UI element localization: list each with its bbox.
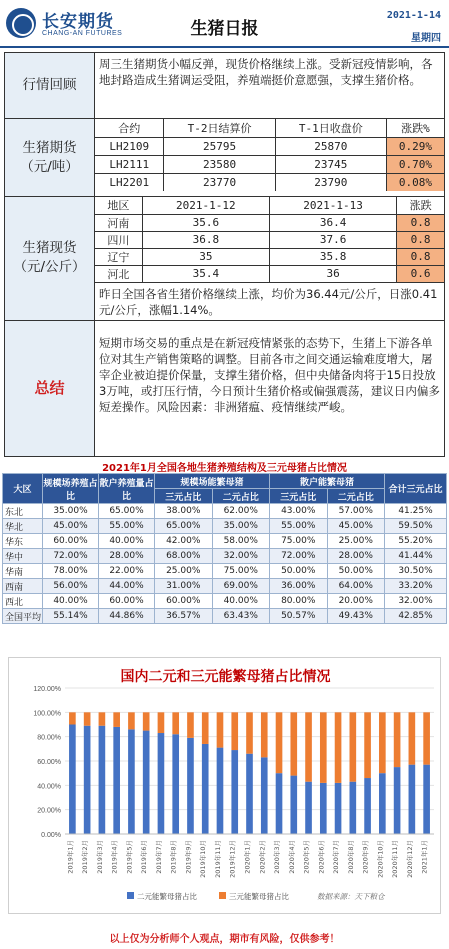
col-scale: 规模场养殖占比 [43,474,99,504]
region-name: 华东 [3,534,43,549]
x-tick-label: 2019年12月 [228,840,237,878]
bar-binary [423,765,430,834]
y-tick-label: 120.00% [33,686,61,693]
bar-binary [320,783,327,834]
x-tick-label: 2020年5月 [302,840,311,874]
spot-row [5,197,444,321]
region-name: 东北 [3,504,43,519]
bar-binary [231,750,238,834]
bar-ternary [305,712,312,781]
bar-ternary [187,712,194,738]
x-tick-label: 2019年6月 [140,840,149,874]
bar-ternary [364,712,371,778]
spot-cell: 0.8 [397,248,444,265]
y-tick-label: 100.00% [33,710,61,718]
spot-cell: 0.8 [397,231,444,248]
x-tick-label: 2019年3月 [95,840,104,874]
bar-binary [349,782,356,834]
region-value: 72.00% [43,549,99,564]
region-name: 西北 [3,594,43,609]
region-value: 41.44% [385,549,447,564]
bar-binary [128,729,135,834]
bar-ternary [394,712,401,767]
spot-cell: 河北 [95,265,142,282]
report-weekday: 星期四 [411,33,441,44]
spot-cell: 河南 [95,214,142,231]
region-value: 22.00% [99,564,155,579]
bar-ternary [290,712,297,775]
bar-binary [246,754,253,834]
region-value: 40.00% [43,594,99,609]
y-tick-label: 20.00% [37,807,61,815]
daily-report-table [4,52,445,457]
region-value: 59.50% [385,519,447,534]
spot-cell: 35 [142,248,269,265]
region-value: 64.00% [327,579,385,594]
region-value: 78.00% [43,564,99,579]
region-value: 42.00% [155,534,213,549]
bar-binary [187,738,194,834]
spot-header-cell: 涨跌 [397,197,444,214]
spot-cell: 0.6 [397,265,444,282]
region-value: 56.00% [43,579,99,594]
x-tick-label: 2020年7月 [332,840,341,874]
region-value: 45.00% [43,519,99,534]
region-value: 60.00% [99,594,155,609]
futures-label: 生猪期货（元/吨） [5,119,95,196]
spot-header-cell: 地区 [95,197,142,214]
region-value: 41.25% [385,504,447,519]
region-value: 31.00% [155,579,213,594]
x-tick-label: 2019年5月 [125,840,134,874]
futures-row [95,173,444,191]
region-value: 25.00% [327,534,385,549]
report-title: 生猪日报 [190,19,259,39]
region-value: 65.00% [99,504,155,519]
region-value: 36.57% [155,609,213,624]
region-value: 45.00% [327,519,385,534]
spot-cell: 37.6 [269,231,396,248]
y-tick-label: 60.00% [37,759,61,766]
futures-row [95,155,444,173]
region-value: 50.00% [327,564,385,579]
company-name-en: CHANG-AN FUTURES [42,30,123,37]
bar-binary [394,767,401,834]
region-value: 65.00% [155,519,213,534]
x-tick-label: 2019年7月 [154,840,163,874]
spot-cell: 辽宁 [95,248,142,265]
bar-binary [172,734,179,834]
region-value: 40.00% [99,534,155,549]
region-value: 25.00% [155,564,213,579]
region-value: 57.00% [327,504,385,519]
col-retail: 散户养殖量占比 [99,474,155,504]
region-value: 62.00% [212,504,270,519]
sub-scale-3: 二元占比 [212,489,270,504]
futures-cell: LH2109 [95,137,164,155]
bar-ternary [231,712,238,750]
bar-binary [69,725,76,835]
region-row [3,519,447,534]
futures-cell: 0.70% [386,155,444,173]
bar-binary [276,773,283,834]
spot-row [95,248,444,265]
bar-ternary [379,712,386,773]
futures-header-row [95,119,444,137]
region-value: 55.14% [43,609,99,624]
spot-header-row [95,197,444,214]
x-tick-label: 2020年4月 [287,840,296,874]
legend-swatch [219,892,226,899]
bar-binary [217,748,224,834]
x-tick-label: 2019年4月 [110,840,119,874]
x-tick-label: 2020年3月 [273,840,282,874]
region-value: 44.86% [99,609,155,624]
spot-table [95,197,444,283]
bar-binary [364,778,371,834]
x-tick-label: 2020年11月 [391,840,400,878]
region-value: 32.00% [212,549,270,564]
region-value: 30.50% [385,564,447,579]
futures-header-cell: T-2日结算价 [164,119,275,137]
x-tick-label: 2019年11月 [213,840,222,878]
spot-row [95,231,444,248]
region-value: 60.00% [155,594,213,609]
bar-ternary [172,712,179,734]
bar-binary [409,765,416,834]
col-region: 大区 [3,474,43,504]
legend-label: 二元能繁母猪占比 [137,892,197,901]
bar-ternary [143,712,150,730]
x-tick-label: 2020年8月 [346,840,355,874]
futures-row [5,119,444,197]
region-row [3,564,447,579]
disclaimer: 以上仅为分析师个人观点，期市有风险，仅供参考！ [109,934,340,945]
futures-row [95,137,444,155]
bar-binary [202,744,209,834]
spot-cell: 36.4 [269,214,396,231]
bar-binary [158,733,165,834]
summary-label: 总结 [5,321,95,456]
futures-cell: 25870 [275,137,386,155]
region-value: 42.85% [385,609,447,624]
chart-title: 国内二元和三元能繁母猪占比情况 [120,669,331,685]
x-tick-label: 2020年10月 [376,840,385,878]
region-row [3,609,447,624]
region-value: 72.00% [270,549,328,564]
chart-source: 数据来源：天下粮仓 [317,892,385,901]
spot-cell: 36 [269,265,396,282]
x-tick-label: 2020年12月 [405,840,414,878]
region-value: 50.57% [270,609,328,624]
spot-label: 生猪现货（元/公斤） [5,197,95,320]
region-value: 44.00% [99,579,155,594]
header-divider [0,46,449,48]
sub-retail-2: 三元占比 [270,489,328,504]
region-name: 华北 [3,519,43,534]
chart-panel [8,657,441,914]
spot-note: 昨日全国各省生猪价格继续上涨，均价为36.44元/公斤，日涨0.41元/公斤，涨幅1.14%。 [99,286,438,317]
bar-binary [261,757,268,834]
region-value: 43.00% [270,504,328,519]
spot-cell: 35.8 [269,248,396,265]
summary-text: 短期市场交易的重点是在新冠疫情紧张的态势下，生猪上下游各单位对其生产销售策略的调整。目前各市之间交通运输难度增大，屠宰企业被迫提价保量，支撑生猪价格，但中央储备肉将于15日投放3万吨，或打压行情，今日预计生猪价格或偏强震荡，建议日内偏多短差操作。风险因素：非洲猪瘟、疫情继续严峻。 [99,335,440,414]
bar-binary [305,782,312,834]
sub-retail-3: 二元占比 [327,489,385,504]
spot-header-cell: 2021-1-12 [142,197,269,214]
futures-cell: 25795 [164,137,275,155]
company-name: 长安期货 [42,12,114,32]
x-tick-label: 2019年1月 [66,840,75,874]
region-table-title: 2021年1月全国各地生猪养殖结构及三元母猪占比情况 [102,463,347,474]
bar-binary [143,731,150,834]
futures-header-cell: 涨跌% [386,119,444,137]
region-value: 69.00% [212,579,270,594]
region-value: 55.20% [385,534,447,549]
bar-ternary [320,712,327,783]
region-name: 西南 [3,579,43,594]
bar-ternary [113,712,120,727]
x-tick-label: 2019年10月 [199,840,208,878]
futures-header-cell: T-1日收盘价 [275,119,386,137]
x-tick-label: 2019年2月 [81,840,90,874]
spot-cell: 0.8 [397,214,444,231]
bar-ternary [423,712,430,764]
x-tick-label: 2019年9月 [184,840,193,874]
spot-cell: 35.4 [142,265,269,282]
x-tick-label: 2020年1月 [243,840,252,874]
y-tick-label: 80.00% [37,734,61,742]
region-value: 68.00% [155,549,213,564]
bar-binary [84,726,91,834]
bar-ternary [349,712,356,781]
futures-cell: 0.08% [386,173,444,191]
report-header [0,0,449,50]
region-value: 50.00% [270,564,328,579]
region-value: 35.00% [43,504,99,519]
futures-cell: 23745 [275,155,386,173]
region-value: 35.00% [212,519,270,534]
region-row [3,594,447,609]
bar-binary [290,776,297,834]
bar-ternary [217,712,224,747]
region-value: 49.43% [327,609,385,624]
region-value: 36.00% [270,579,328,594]
bar-binary [335,783,342,834]
spot-header-cell: 2021-1-13 [269,197,396,214]
sow-ratio-chart [9,658,442,915]
x-tick-label: 2021年1月 [420,840,429,874]
sub-scale-2: 三元占比 [155,489,213,504]
bar-ternary [246,712,253,753]
legend-label: 三元能繁母猪占比 [229,892,289,901]
spot-cell: 35.6 [142,214,269,231]
bar-ternary [69,712,76,724]
col-scale-sow: 规模场能繁母猪 [155,474,270,489]
bar-binary [99,726,106,834]
futures-cell: 23770 [164,173,275,191]
futures-table [95,119,444,191]
region-value: 28.00% [327,549,385,564]
region-value: 55.00% [99,519,155,534]
bar-ternary [261,712,268,757]
spot-cell: 36.8 [142,231,269,248]
region-value: 63.43% [212,609,270,624]
futures-cell: 0.29% [386,137,444,155]
x-tick-label: 2019年8月 [169,840,178,874]
x-tick-label: 2020年9月 [361,840,370,874]
bar-ternary [128,712,135,729]
bar-ternary [202,712,209,744]
region-value: 33.20% [385,579,447,594]
report-date: 2021-1-14 [386,10,441,21]
region-value: 58.00% [212,534,270,549]
bar-ternary [409,712,416,764]
region-value: 28.00% [99,549,155,564]
futures-cell: LH2111 [95,155,164,173]
market-review-label: 行情回顾 [5,53,95,118]
region-row [3,579,447,594]
bar-ternary [276,712,283,773]
futures-header-cell: 合约 [95,119,164,137]
region-name: 华南 [3,564,43,579]
spot-row [95,265,444,282]
market-review-row [5,53,444,119]
spot-row [95,214,444,231]
bar-ternary [158,712,165,733]
region-value: 55.00% [270,519,328,534]
x-tick-label: 2020年2月 [258,840,267,874]
region-header-row [3,474,447,489]
bar-binary [379,773,386,834]
region-name: 全国平均 [3,609,43,624]
region-value: 32.00% [385,594,447,609]
legend-swatch [127,892,134,899]
col-retail-sow: 散户能繁母猪 [270,474,385,489]
region-structure-table [2,473,447,624]
bar-ternary [99,712,106,725]
region-row [3,549,447,564]
spot-cell: 四川 [95,231,142,248]
region-row [3,504,447,519]
region-name: 华中 [3,549,43,564]
region-value: 75.00% [270,534,328,549]
bar-binary [113,727,120,834]
col-total: 合计三元占比 [385,474,447,504]
region-value: 75.00% [212,564,270,579]
futures-cell: 23580 [164,155,275,173]
y-tick-label: 0.00% [41,832,61,839]
region-value: 38.00% [155,504,213,519]
futures-cell: 23790 [275,173,386,191]
region-value: 40.00% [212,594,270,609]
summary-row [5,321,444,456]
region-value: 20.00% [327,594,385,609]
y-tick-label: 40.00% [37,783,61,791]
region-row [3,534,447,549]
region-value: 60.00% [43,534,99,549]
market-review-text: 周三生猪期货小幅反弹，现货价格继续上涨。受新冠疫情影响，各地封路造成生猪调运受阻，养殖端挺价意愿强，支撑生猪价格。 [99,57,433,87]
bar-ternary [335,712,342,783]
region-value: 80.00% [270,594,328,609]
futures-cell: LH2201 [95,173,164,191]
bar-ternary [84,712,91,725]
x-tick-label: 2020年6月 [317,840,326,874]
